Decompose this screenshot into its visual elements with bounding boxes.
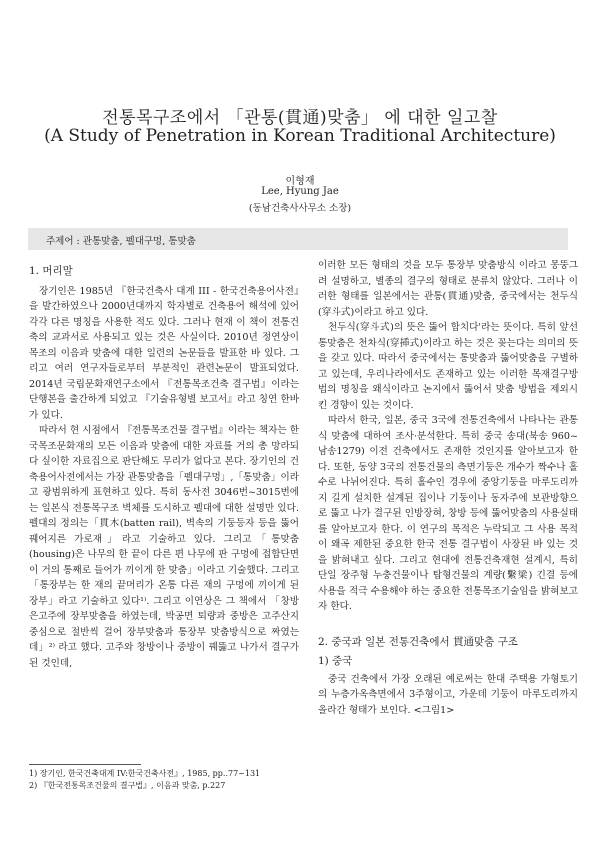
right-column	[318, 258, 578, 718]
paragraph: 장기인은 1985년 『한국건축사 대계 III - 한국건축용어사전』을 발간하였으나 2000년대까지 학자별로 건축용어 해석에 있어 각각 다른 명칭을 사용한 적도 있다. 그러나 현재 이 책이 전통건축의 교과서로 사용되고 있는 것은 사실이다. 2010년 정연상이 목조의 이음과 맞춤에 대한 일련의 논문들을 발표한 바 있다. 그리고 여러 연구자들로부터 부분적인 관련논문이 발표되었다. 2014년 국립문화재연구소에서 『전통목조건축 결구법』이라는 단행본을 출간하게 되었고 『기술유형별 보고서』라고 칭연 한바가 있다.	[29, 285, 299, 421]
title-korean: 전통목구조에서 「관통(貫通)맞춤」 에 대한 일고찰	[102, 108, 498, 128]
keywords: 주제어 : 관통맞춤, 펠대구멍, 통맞춤	[46, 236, 196, 247]
footnote: 2) 『한국전통목조건물의 결구법』, 이음과 맞춤, p.227	[29, 781, 226, 790]
paragraph: 따라서 한국, 일본, 중국 3국에 전통건축에서 나타나는 관통식 맞춤에 대하여 조사·분석한다. 특히 중국 송대(북송 960~남송1279) 이전 건축에서도 존재한 것인지를 알아보고자 한다. 또한, 동양 3국의 전통건물의 측면기둥은 개수가 짝수나 홀수로 나뉘어진다. 특히 홀수인 경우에 중앙기둥을 마루도리까지 길게 설치한 설계된 집이나 기둥이나 동자주에 보관방향으로 뚫고 나가 결구된 인방장혀, 창방 등에 뚫어맞춤의 사용실태를 알아보고자 한다. 이 연구의 목적은 누락되고 그 사용 목적이 왜곡 제한된 중요한 한국 전통 결구법이 사장된 바 있는 것을 밝혀내고 싶다. 그리고 현대에 전통건축재현 설계시, 특히 단일 장주형 누충건물이나 탑형건물의 계량(繫梁) 긴결 등에 사용을 적극 수용해야 하는 중요한 전통목조기술임을 밝혀보고자 한다.	[318, 415, 578, 612]
author-english: Lee, Hyung Jae	[261, 186, 339, 197]
paragraph: 중국 건축에서 가장 오래된 예로써는 한대 주택용 가형토기의 누층가옥측면에서 3주형이고, 가운데 기둥이 마루도리까지 올라간 형태가 보인다. <그림1>	[318, 673, 578, 716]
footnote: 1) 장기인, 한국건축대계 IV:한국건축사전』, 1985, pp..77~131	[29, 769, 261, 778]
paragraph: 이러한 모든 형태의 것을 모두 통장부 맞춤방식 이라고 몽뚱그려 설명하고, 별종의 결구의 형태로 분류치 않았다. 그러나 이러한 형태를 일본에서는 관통(貫通)맞춤, 중국에서는 천두식(穿斗式)이라고 하고 있다.	[318, 260, 578, 318]
author-korean: 이형재	[285, 176, 315, 187]
keywords-box	[28, 228, 568, 250]
section-heading-introduction: 1. 머리말	[29, 265, 73, 277]
author-affiliation: (동남건축사사무소 소장)	[248, 203, 352, 214]
subsection-heading-china: 1) 중국	[318, 655, 353, 667]
paragraph: 천두식(穿斗式)의 뜻은 뚫어 합치다'라는 뜻이다. 특히 앞선 통맞춤은 천차식(穿揷式)이라고 하는 것은 꽂는다는 의미의 뜻을 갖고 있다. 따라서 중국에서는 통맞춤과 뚫어맞춤을 구별하고 있는데, 우리나라에서도 존재하고 있는 이러한 목재결구방법의 명칭을 왜식이라고 논지에서 뚫어서 맞춤 방법을 제외시킨 경향이 있는 것이다.	[318, 322, 578, 411]
title-english: (A Study of Penetration in Korean Traditional Architecture)	[44, 126, 556, 146]
footnotes	[29, 768, 299, 792]
section-heading-china-japan: 2. 중국과 일본 전통건축에서 貫通맞춤 구조	[318, 635, 518, 648]
paragraph: 따라서 현 시점에서 『전통목조건물 결구법』이라는 책자는 한국목조문화재의 모든 이음과 맞춤에 대한 자료를 거의 총 망라되다 싶이한 자료집으로 판단해도 무리가 없다고 본다. 장기인의 건축용어사전에서는 가장 관통맞춤을「펠대구멍」,「통맞춤」이라고 광범위하게 표현하고 있다. 특히 동사전 3046번~3015번에는 일본식 전통목구조 벽체를 도시하고 펠대에 대한 설명만 있다. 펠대의 정의는「貫木(batten rail), 벽속의 기둥등자 등을 뚫어 꿰어지른 가로재」라고 기술하고 있다. 그리고「통맞춤(housing)은 나무의 한 끝이 다른 편 나무에 판 구멍에 접합단면이 거의 통째로 들어가 끼이게 한 맞춤」이라고 기술했다. 그리고「통장부는 한 재의 끝머리가 온통 다른 재의 구멍에 끼이게 된 장부」라고 기술하고 있다¹⁾. 그리고 이연상은 그 책에서 「창방은고주에 장부맞춤을 하였는데, 박공면 퇴량과 중방은 고주산지 중심으로 절반씩 걸어 장부맞춤과 통장부 맞춤방식으로 짜였는데」²⁾ 라고 했다. 고주와 창방이나 중방이 꿰뚫고 나가서 결구가 된 것인데,	[29, 425, 299, 669]
left-column	[29, 258, 299, 671]
footnote-divider	[29, 764, 141, 765]
